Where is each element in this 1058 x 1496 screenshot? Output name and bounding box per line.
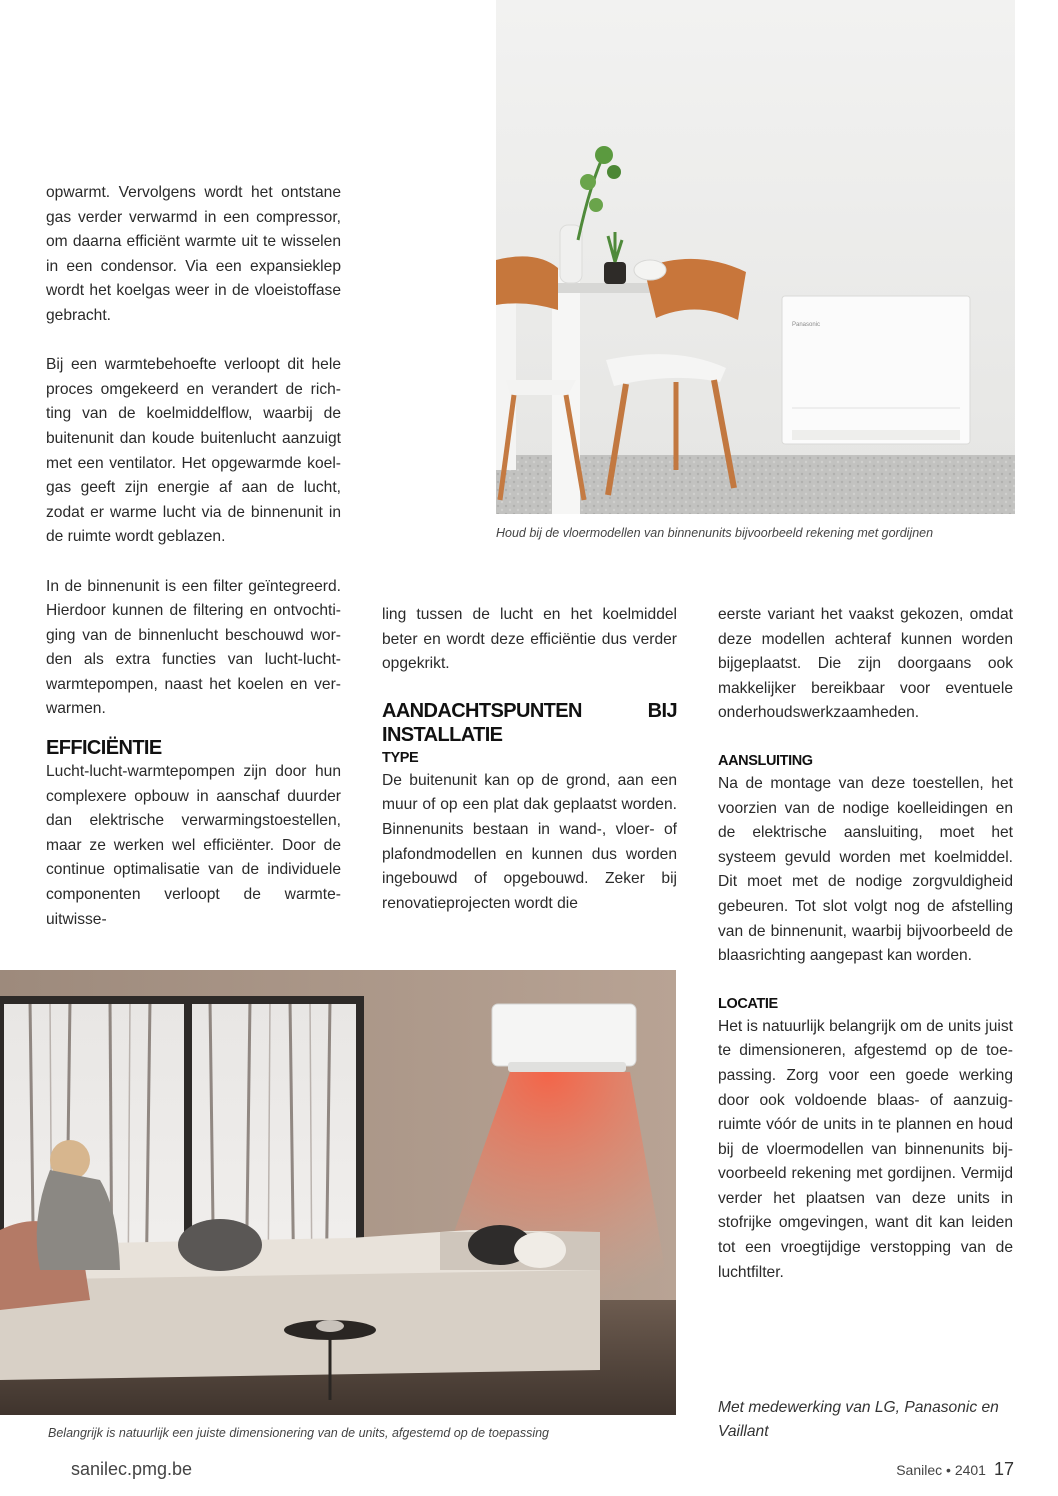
paragraph: Het is natuurlijk belangrijk om de units juist te dimensioneren, afgestemd op de toepassing. Zorg voor een goede werking door ook voldoende blaas- of aanzuigruimte vóór de units in te plannen en houd bij de vloermodellen van binnenunits bijvoorbeeld rekening met gordijnen. Vermijd verder het plaatsen van deze units in stofrijke omgevingen, want dit kan leiden tot een vroegtijdige verstopping van de luchtfilter. (718, 1017, 1013, 1281)
article-column-3 (718, 603, 1013, 1285)
paragraph: opwarmt. Vervolgens wordt het ontstane gas verder verwarmd in een compressor, om daarna efficiënt warmte uit te wisselen in een condensor. Via een expansieklep wordt het koelgas weer in de vloeistoffase gebracht. (46, 184, 341, 324)
footer-issue (896, 1459, 1014, 1480)
article-column-1 (46, 181, 341, 932)
subheading-locatie: LOCATIE (718, 995, 778, 1012)
photo-wall-unit (0, 970, 676, 1415)
living-room-illustration (0, 970, 676, 1415)
footer-website-link[interactable]: sanilec.pmg.be (71, 1459, 193, 1479)
photo-caption-bottom: Belangrijk is natuurlijk een juiste dimensionering van de units, afgestemd op de toepassing (48, 1426, 549, 1440)
paragraph: Na de montage van deze toestellen, het voorzien van de nodige koelleidingen en de elektrische aansluiting, moet het systeem gevuld worden met koelmiddel. Dit moet met de nodige zorgvuldigheid gebeuren. Tot slot volgt nog de afstelling van de binnenunit, waarbij bijvoorbeeld de blaasrichting aangepast kan worden. (718, 774, 1013, 965)
section-heading-efficientie: EFFICIËNTIE (46, 737, 162, 760)
brand-logo-text: Panasonic (792, 322, 821, 328)
paragraph: Bij een warmtebehoefte verloopt dit hele proces omgekeerd en verandert de richting van de koelmiddelflow, waarbij de buitenunit dan koude buitenlucht aanzuigt met een ventilator. Het opgewarmde koelgas geeft zijn energie af aan de lucht, zodat er warme lucht via de binnenunit in de ruimte wordt geblazen. (46, 356, 341, 546)
paragraph: Lucht-lucht-warmtepompen zijn door hun complexere opbouw in aanschaf duurder dan elektrische verwarmingstoestellen, maar ze werken wel efficiënter. Door de continue optimalisatie van de individuele componenten verloopt de warmte-uitwisse- (46, 763, 341, 928)
article-column-2 (382, 603, 677, 916)
page-number: 17 (993, 1459, 1014, 1479)
section-heading-aandachtspunten: AANDACHTSPUNTEN BIJ INSTALLATIE (382, 699, 677, 746)
paragraph: In de binnenunit is een filter geïntegreerd. Hierdoor kunnen de filtering en ontvochtiging van de binnenlucht beschouwd worden als extra functies van lucht-luchtwarmtepompen, naast het koelen en verwarmen. (46, 577, 341, 718)
magazine-issue: Sanilec • 2401 (896, 1462, 986, 1478)
photo-caption-top: Houd bij de vloermodellen van binnenunits bijvoorbeeld rekening met gordijnen (496, 526, 934, 540)
dining-room-illustration (496, 0, 1015, 514)
credits: Met medewerking van LG, Panasonic en Vaillant (718, 1399, 999, 1440)
subheading-type: TYPE (382, 749, 419, 766)
paragraph: eerste variant het vaakst gekozen, omdat deze modellen achteraf kunnen worden bijgeplaatst. Die zijn doorgaans ook makkelijker bereikbaar voor eventuele onderhoudswerkzaamheden. (718, 606, 1013, 722)
photo-floor-unit (496, 0, 1015, 514)
subheading-aansluiting: AANSLUITING (718, 752, 813, 769)
paragraph: ling tussen de lucht en het koelmiddel beter en wordt deze efficiëntie dus verder opgekrikt. (382, 606, 677, 673)
paragraph: De buitenunit kan op de grond, aan een muur of op een plat dak geplaatst worden. Binnenunits bestaan in wand-, vloer- of plafondmodellen en kunnen dus worden ingebouwd of opgebouwd. Zeker bij renovatieprojecten wordt die (382, 771, 677, 912)
